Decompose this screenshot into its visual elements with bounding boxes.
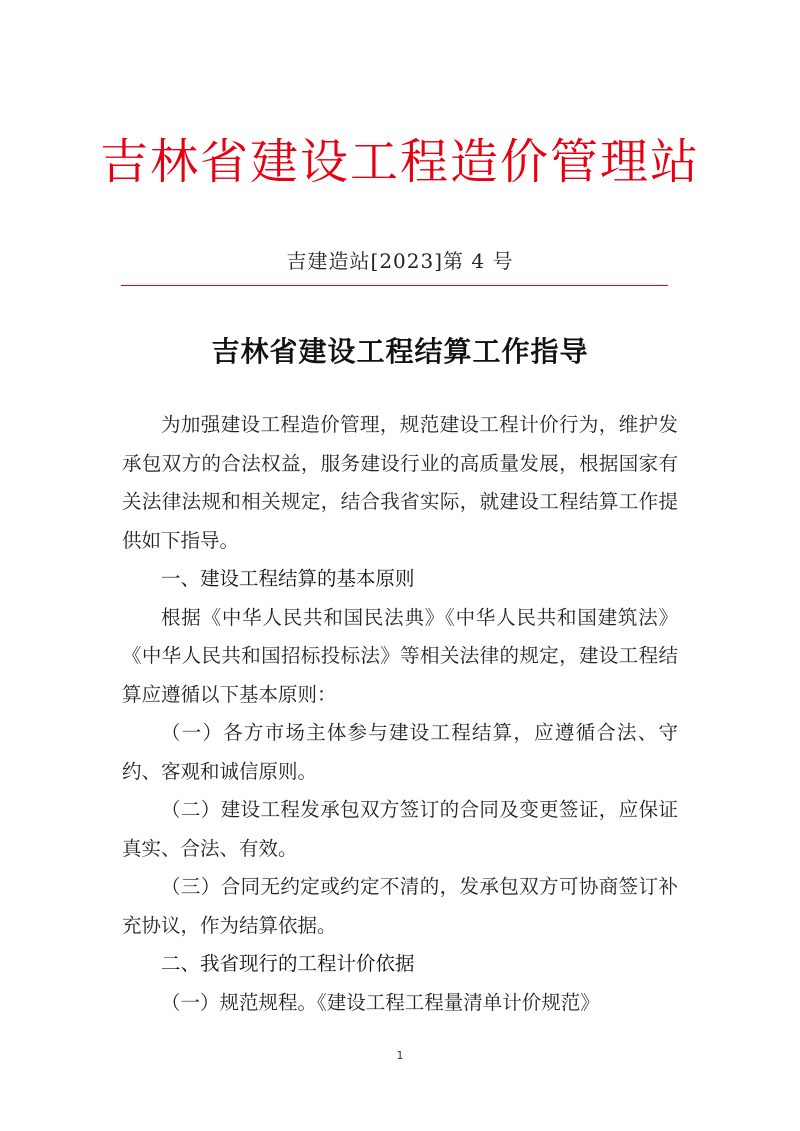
page-number: 1	[396, 1049, 404, 1062]
document-title: 吉林省建设工程结算工作指导	[211, 335, 589, 368]
section-heading-2: 二、我省现行的工程计价依据	[161, 952, 415, 975]
principle-item-2: （二）建设工程发承包双方签订的合同及变更签证，应保证真实、合法、有效。	[122, 798, 678, 860]
issuing-organization-title: 吉林省建设工程造价管理站	[99, 134, 700, 190]
intro-paragraph: 为加强建设工程造价管理，规范建设工程计价行为，维护发承包双方的合法权益，服务建设行业的高质量发展，根据国家有关法律法规和相关规定，结合我省实际，就建设工程结算工作提供如下指导。	[122, 413, 678, 552]
principles-paragraph: 根据《中华人民共和国民法典》《中华人民共和国建筑法》《中华人民共和国招标投标法》等相关法律的规定，建设工程结算应遵循以下基本原则：	[122, 605, 678, 706]
pricing-basis-item-1: （一）规范规程。《建设工程工程量清单计价规范》	[161, 990, 600, 1014]
document-number: 吉建造站[2023]第 4 号	[286, 249, 514, 273]
principle-item-1: （一）各方市场主体参与建设工程结算，应遵循合法、守约、客观和诚信原则。	[122, 721, 678, 783]
section-heading-1: 一、建设工程结算的基本原则	[161, 567, 415, 590]
principle-item-3: （三）合同无约定或约定不清的，发承包双方可协商签订补充协议，作为结算依据。	[122, 875, 678, 937]
red-divider-line	[121, 285, 668, 286]
document-body	[122, 406, 678, 1022]
